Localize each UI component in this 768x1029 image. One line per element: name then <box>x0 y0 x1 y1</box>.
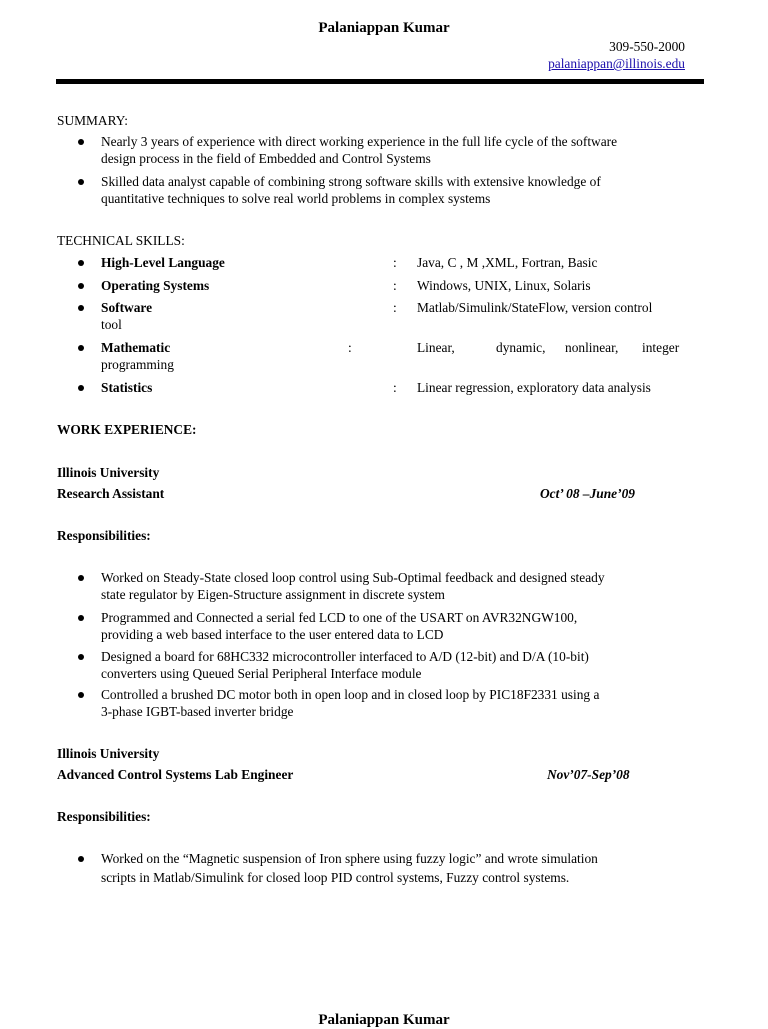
skill-value: Java, C , M ,XML, Fortran, Basic <box>417 255 598 270</box>
responsibility-line: providing a web based interface to the user entered data to LCD <box>101 627 444 642</box>
job-title: Advanced Control Systems Lab Engineer <box>57 767 294 782</box>
skill-value-word: dynamic, <box>496 340 546 355</box>
email-link[interactable]: palaniappan@illinois.edu <box>548 56 685 71</box>
skill-separator: : <box>393 300 397 315</box>
skill-label: Software <box>101 300 153 315</box>
bullet-icon <box>78 139 84 145</box>
skill-label: Operating Systems <box>101 278 210 293</box>
bullet-icon <box>78 179 84 185</box>
skill-value-continued: tool <box>101 317 122 332</box>
skill-value-continued: programming <box>101 357 174 372</box>
bullet-icon <box>78 615 84 621</box>
bullet-icon <box>78 345 84 351</box>
skill-value: Matlab/Simulink/StateFlow, version control <box>417 300 653 315</box>
job-dates: Oct’ 08 –June’09 <box>540 486 635 501</box>
skill-label: Statistics <box>101 380 153 395</box>
responsibility-line: Worked on the “Magnetic suspension of Iron sphere using fuzzy logic” and wrote simulation <box>101 851 598 866</box>
phone-number: 309-550-2000 <box>609 39 685 54</box>
skill-separator: : <box>393 380 397 395</box>
responsibilities-heading: Responsibilities: <box>57 528 151 543</box>
skill-label: High-Level Language <box>101 255 225 270</box>
skill-separator: : <box>393 278 397 293</box>
bullet-icon <box>78 856 84 862</box>
bullet-icon <box>78 260 84 266</box>
skill-value: Linear regression, exploratory data analysis <box>417 380 651 395</box>
bullet-icon <box>78 283 84 289</box>
responsibility-line: Designed a board for 68HC332 microcontroller interfaced to A/D (12-bit) and D/A (10-bit) <box>101 649 589 664</box>
skill-value: Windows, UNIX, Linux, Solaris <box>417 278 591 293</box>
skill-separator: : <box>393 255 397 270</box>
skill-label: Mathematic <box>101 340 171 355</box>
summary-item-1-line2: design process in the field of Embedded and Control Systems <box>101 151 431 166</box>
job-title: Research Assistant <box>57 486 165 501</box>
bullet-icon <box>78 305 84 311</box>
responsibility-line: Programmed and Connected a serial fed LCD to one of the USART on AVR32NGW100, <box>101 610 578 625</box>
summary-item-2-line1: Skilled data analyst capable of combining strong software skills with extensive knowledge of <box>101 174 601 189</box>
skill-value-word: nonlinear, <box>565 340 619 355</box>
summary-heading: SUMMARY: <box>57 113 128 128</box>
responsibilities-heading: Responsibilities: <box>57 809 151 824</box>
responsibility-line: scripts in Matlab/Simulink for closed loop PID control systems, Fuzzy control systems. <box>101 870 570 885</box>
responsibility-line: 3-phase IGBT-based inverter bridge <box>101 704 294 719</box>
skill-separator: : <box>348 340 352 355</box>
next-page-name: Palaniappan Kumar <box>318 1012 450 1028</box>
bullet-icon <box>78 575 84 581</box>
skill-value-word: integer <box>642 340 680 355</box>
responsibility-line: Worked on Steady-State closed loop control using Sub-Optimal feedback and designed steady <box>101 570 605 585</box>
bullet-icon <box>78 692 84 698</box>
summary-item-1-line1: Nearly 3 years of experience with direct working experience in the full life cycle of the software <box>101 134 618 149</box>
responsibility-line: converters using Queued Serial Peripheral Interface module <box>101 666 422 681</box>
bullet-icon <box>78 654 84 660</box>
responsibility-line: state regulator by Eigen-Structure assignment in discrete system <box>101 587 445 602</box>
skill-value-word: Linear, <box>417 340 455 355</box>
summary-item-2-line2: quantitative techniques to solve real world problems in complex systems <box>101 191 491 206</box>
responsibility-line: Controlled a brushed DC motor both in open loop and in closed loop by PIC18F2331 using a <box>101 687 600 702</box>
bullet-icon <box>78 385 84 391</box>
job-org: Illinois University <box>57 746 160 761</box>
header-divider <box>56 79 704 84</box>
work-heading: WORK EXPERIENCE: <box>57 422 197 437</box>
skills-heading: TECHNICAL SKILLS: <box>57 233 185 248</box>
resume-name: Palaniappan Kumar <box>318 20 450 36</box>
job-org: Illinois University <box>57 465 160 480</box>
job-dates: Nov’07-Sep’08 <box>547 767 630 782</box>
